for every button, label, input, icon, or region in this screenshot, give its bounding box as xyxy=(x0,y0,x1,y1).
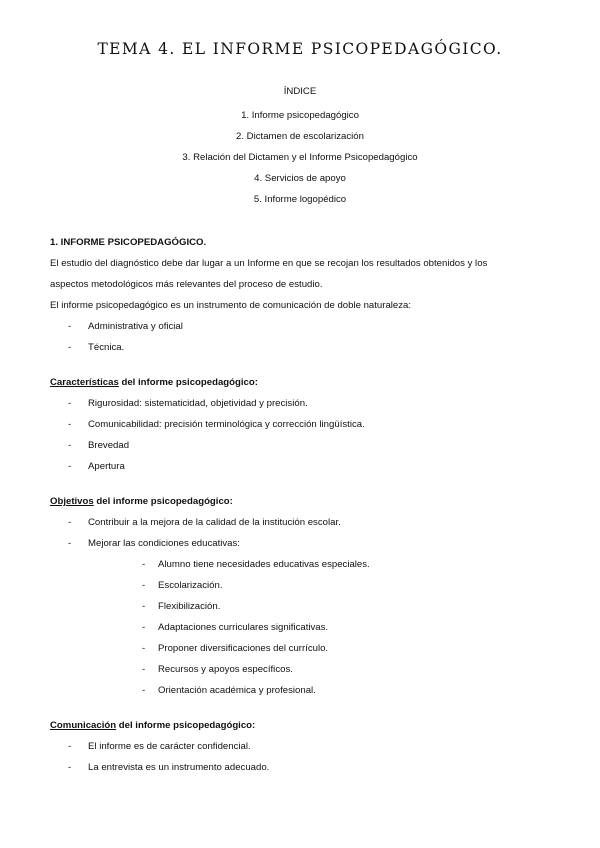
list-item xyxy=(50,638,560,659)
dash-bullet: - xyxy=(142,643,146,654)
objetivos-heading xyxy=(50,491,560,512)
index-item-4: 4. Servicios de apoyo xyxy=(254,173,346,184)
dash-bullet: - xyxy=(68,461,72,472)
comunicacion-list xyxy=(50,736,560,778)
objetivos-list xyxy=(50,512,560,554)
caracteristicas-heading-rest: del informe psicopedagógico: xyxy=(118,377,258,388)
list-item xyxy=(50,393,560,414)
index-section xyxy=(0,86,600,210)
list-item-text: Flexibilización. xyxy=(158,601,221,612)
comunicacion-heading xyxy=(50,715,560,736)
list-item-text: Apertura xyxy=(88,461,125,472)
list-item-text: Alumno tiene necesidades educativas especiales. xyxy=(158,559,370,570)
caracteristicas-heading xyxy=(50,372,560,393)
list-item-text: Administrativa y oficial xyxy=(88,321,183,332)
objetivos-underlined: Objetivos xyxy=(50,496,94,507)
list-item xyxy=(50,512,560,533)
dash-bullet: - xyxy=(68,321,72,332)
index-item-5: 5. Informe logopédico xyxy=(253,194,347,205)
list-item xyxy=(50,596,560,617)
document-title: TEMA 4. EL INFORME PSICOPEDAGÓGICO. xyxy=(97,40,503,58)
list-item xyxy=(50,316,560,337)
list-item-text: Orientación académica y profesional. xyxy=(158,685,316,696)
caracteristicas-underlined: Características xyxy=(50,377,119,388)
objetivos-sublist xyxy=(50,554,560,701)
list-item xyxy=(50,337,560,358)
comunicacion-underlined: Comunicación xyxy=(50,720,117,731)
list-item xyxy=(50,414,560,435)
list-item xyxy=(50,757,560,778)
objetivos-heading-rest: del informe psicopedagógico: xyxy=(93,496,233,507)
section1-paragraph-1: El estudio del diagnóstico debe dar lugar a un Informe en que se recojan los resultados obtenidos y los xyxy=(50,258,488,269)
list-item xyxy=(50,554,560,575)
section1-paragraph-1b: aspectos metodológicos más relevantes del proceso de estudio. xyxy=(50,279,323,290)
list-item xyxy=(50,659,560,680)
list-item-text: El informe es de carácter confidencial. xyxy=(88,741,251,752)
dash-bullet: - xyxy=(68,342,72,353)
list-item-text: Comunicabilidad: precisión terminológica y corrección lingüística. xyxy=(88,419,365,430)
index-item-3: 3. Relación del Dictamen y el Informe Psicopedagógico xyxy=(182,152,418,163)
dash-bullet: - xyxy=(68,517,72,528)
list-item xyxy=(50,533,560,554)
dash-bullet: - xyxy=(142,559,146,570)
list-item xyxy=(50,456,560,477)
list-item-text: Brevedad xyxy=(88,440,130,451)
index-item-2: 2. Dictamen de escolarización xyxy=(236,131,364,142)
comunicacion-heading-rest: del informe psicopedagógico: xyxy=(116,720,256,731)
list-item-text: Adaptaciones curriculares significativas. xyxy=(158,622,329,633)
dash-bullet: - xyxy=(142,664,146,675)
caracteristicas-list xyxy=(50,393,560,477)
list-item-text: Mejorar las condiciones educativas: xyxy=(88,538,240,549)
list-item-text: Técnica. xyxy=(88,342,125,353)
index-header: ÍNDICE xyxy=(283,86,317,97)
list-item-text: Escolarización. xyxy=(158,580,223,591)
list-item-text: La entrevista es un instrumento adecuado. xyxy=(88,762,270,773)
section1-list xyxy=(50,316,560,358)
dash-bullet: - xyxy=(68,741,72,752)
dash-bullet: - xyxy=(68,440,72,451)
document-body xyxy=(50,232,560,778)
dash-bullet: - xyxy=(68,419,72,430)
list-item-text: Recursos y apoyos específicos. xyxy=(158,664,293,675)
index-item-1: 1. Informe psicopedagógico xyxy=(241,110,359,121)
dash-bullet: - xyxy=(142,622,146,633)
list-item-text: Rigurosidad: sistematicidad, objetividad y precisión. xyxy=(88,398,308,409)
dash-bullet: - xyxy=(68,398,72,409)
section1-heading: 1. INFORME PSICOPEDAGÓGICO. xyxy=(50,237,207,248)
dash-bullet: - xyxy=(68,762,72,773)
dash-bullet: - xyxy=(142,601,146,612)
dash-bullet: - xyxy=(142,580,146,591)
list-item xyxy=(50,575,560,596)
list-item xyxy=(50,435,560,456)
list-item-text: Proponer diversificaciones del currículo. xyxy=(158,643,329,654)
section1-paragraph-2: El informe psicopedagógico es un instrumento de comunicación de doble naturaleza: xyxy=(50,300,412,311)
list-item xyxy=(50,617,560,638)
dash-bullet: - xyxy=(68,538,72,549)
list-item xyxy=(50,736,560,757)
list-item-text: Contribuir a la mejora de la calidad de la institución escolar. xyxy=(88,517,341,528)
dash-bullet: - xyxy=(142,685,146,696)
list-item xyxy=(50,680,560,701)
